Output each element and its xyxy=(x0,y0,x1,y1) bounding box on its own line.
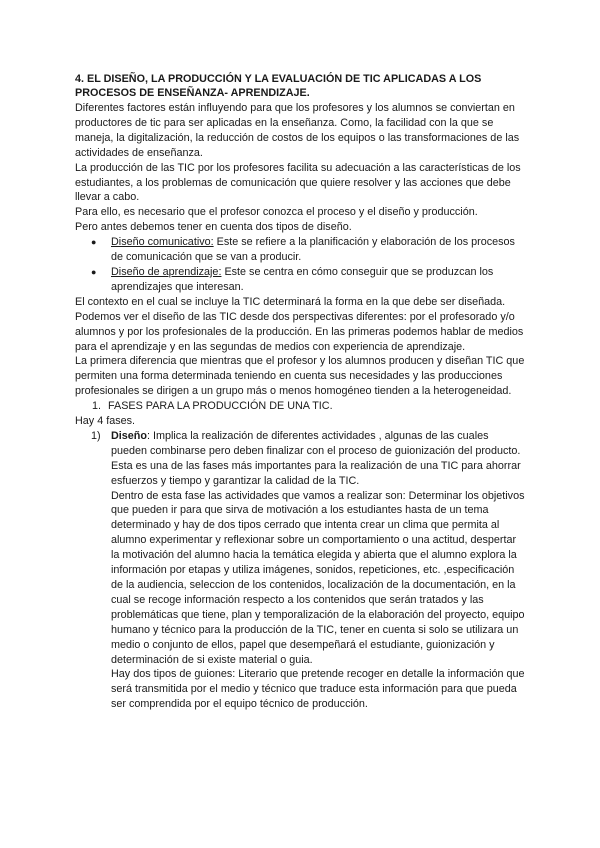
phase-paragraph: Hay dos tipos de guiones: Literario que pretende recoger en detalle la información que será transmitida por el medio y técnico que traduce esta información para que pueda ser comprendida por el equipo técnico de producción. xyxy=(111,668,525,711)
heading-number: 1. xyxy=(92,400,102,413)
numbered-heading xyxy=(75,399,525,414)
phase-name: Diseño xyxy=(111,429,147,442)
list-item xyxy=(75,265,525,295)
paragraph: La primera diferencia que mientras que el profesor y los alumnos producen y diseñan TIC que permiten una forma determinada teniendo en cuenta sus necesidades y las producciones profesionales se dirigen a un grupo más o menos homogéneo tienden a la heterogeneidad. xyxy=(75,355,525,398)
phase-number: 1) xyxy=(91,429,101,442)
bullet-icon: ● xyxy=(91,266,97,277)
paragraph: La producción de las TIC por los profesores facilita su adecuación a las características de los estudiantes, a los problemas de comunicación que quiere resolver y las acciones que debe llevar a cabo. xyxy=(75,161,521,204)
phase-paragraph: Dentro de esta fase las actividades que vamos a realizar son: Determinar los objetivos que pueden ir para que sirva de motivación a los estudiantes hasta de un tema determinado y hay de dos tipos cerrado que intenta crear un clima que permita al alumno experimentar y reflexionar sobre un comportamiento o una actitud, despertar la motivación del alumno hacia la temática elegida y abierta que el alumno explora la información por etapas y utiliza imágenes, sonidos, repeticiones, etc. ,especificación de la audiencia, seleccion de los contenidos, localización de la documentación, en la cual se recoge información respecto a los contenidos que serán tratados y las problemáticas que tiene, plan y temporalización de la elaboración del proyecto, equipo humano y técnico para la producción de la TIC, tener en cuenta si solo se utilizara un medio o conjunto de ellos, papel que desempeñará el estudiante, guionización y determinación de si existe material o guia. xyxy=(111,489,525,666)
list-item xyxy=(75,235,525,265)
bullet-icon: ● xyxy=(91,237,97,248)
design-types-list xyxy=(75,235,525,295)
section-title: 4. EL DISEÑO, LA PRODUCCIÓN Y LA EVALUACIÓN DE TIC APLICADAS A LOS PROCESOS DE ENSEÑANZA- APRENDIZAJE. xyxy=(75,73,482,99)
paragraph: El contexto en el cual se incluye la TIC determinará la forma en la que debe ser diseñada. Podemos ver el diseño de las TIC desde dos perspectivas diferentes: por el profesorado y/o alumnos y por los profesionales de la producción. En las primeras podemos hablar de medios para el aprendizaje y en las segundas de medios con experiencia de aprendizaje. xyxy=(75,295,524,353)
phase-item xyxy=(75,429,525,712)
bullet-text: Este se refiere a la planificación y elaboración de los procesos de comunicación que se van a producir. xyxy=(111,236,515,264)
heading-text: FASES PARA LA PRODUCCIÓN DE UNA TIC. xyxy=(108,400,333,413)
bullet-text: Este se centra en cómo conseguir que se produzcan los aprendizajes que interesan. xyxy=(111,265,494,293)
paragraph: Para ello, es necesario que el profesor conozca el proceso y el diseño y producción. xyxy=(75,206,478,219)
phases-intro: Hay 4 fases. xyxy=(75,415,136,428)
paragraph: Pero antes debemos tener en cuenta dos tipos de diseño. xyxy=(75,221,352,234)
paragraph: Diferentes factores están influyendo para que los profesores y los alumnos se conviertan en productores de tic para ser aplicadas en la enseñanza. Como, la facilidad con la que se maneja, la digitalización, la reducción de costos de los equipos o las transformaciones de las actividades de enseñanza. xyxy=(75,102,520,159)
bullet-term: Diseño de aprendizaje: xyxy=(111,265,222,278)
phase-paragraph: Esta es una de las fases más importantes para la realización de una TIC para ahorrar esfuerzos y tiempo y garantizar la calidad de la TIC. xyxy=(111,459,521,487)
bullet-term: Diseño comunicativo: xyxy=(111,236,214,249)
phase-text: : Implica la realización de diferentes actividades , algunas de las cuales pueden combinarse pero deben finalizar con el proceso de guionización del producto. xyxy=(111,429,521,457)
document-page xyxy=(75,72,525,712)
